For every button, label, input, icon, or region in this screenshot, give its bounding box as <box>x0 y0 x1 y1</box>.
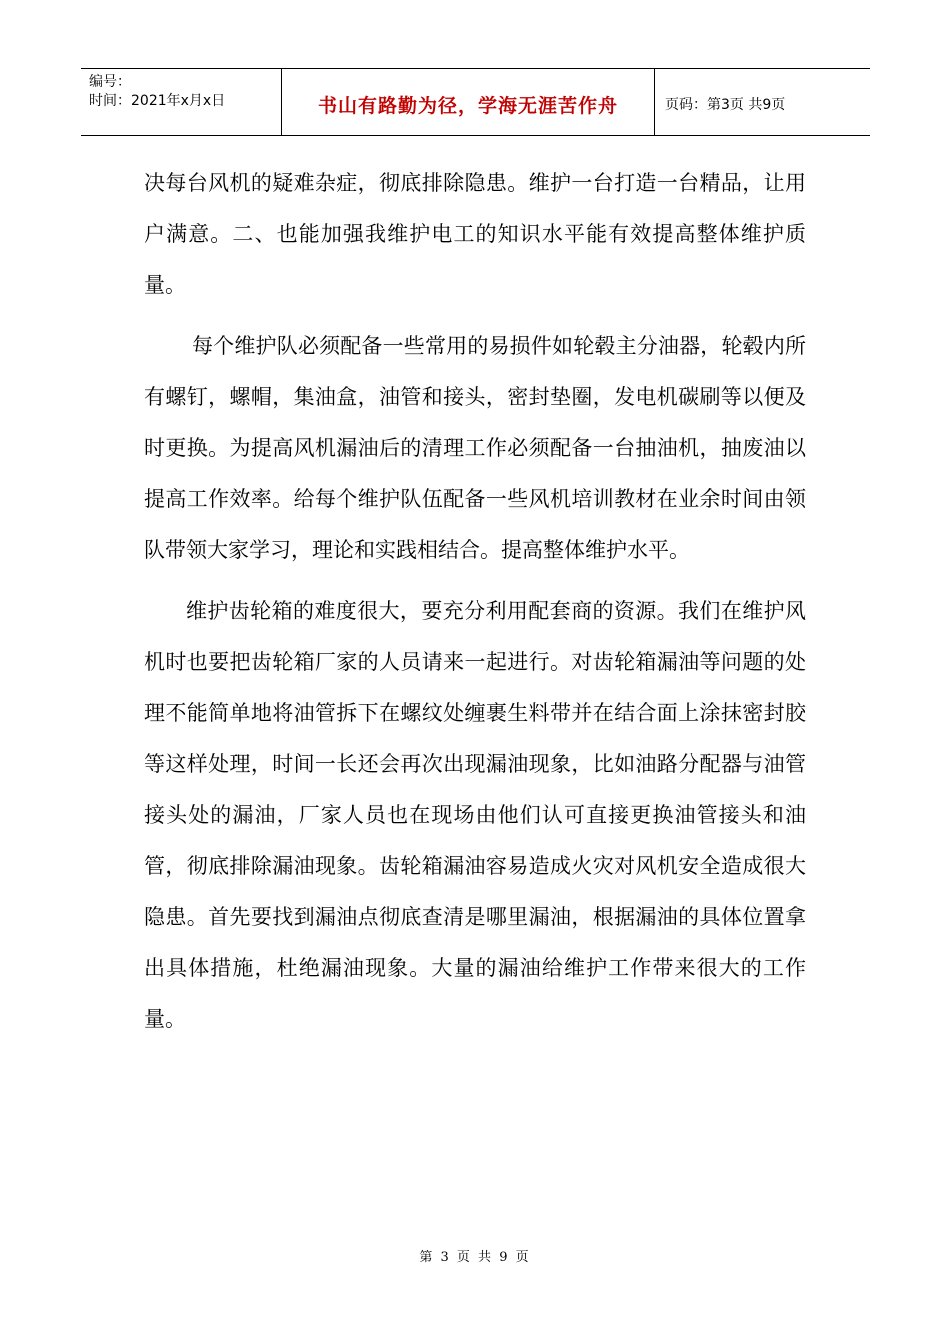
header-page-info: 页码：第3页 共9页 <box>665 97 786 113</box>
paragraph-1: 决每台风机的疑难杂症，彻底排除隐患。维护一台打造一台精品，让用户满意。二、也能加强我维护电工的知识水平能有效提高整体维护质量。 <box>144 171 806 297</box>
page-footer: 第 3 页 共 9 页 <box>419 1250 531 1265</box>
paragraph-3: 维护齿轮箱的难度很大，要充分利用配套商的资源。我们在维护风机时也要把齿轮箱厂家的人员请来一起进行。对齿轮箱漏油等问题的处理不能简单地将油管拆下在螺纹处缠裹生料带并在结合面上涂抹密封胶等这样处理，时间一长还会再次出现漏油现象，比如油路分配器与油管接头处的漏油，厂家人员也在现场由他们认可直接更换油管接头和油管，彻底排除漏油现象。齿轮箱漏油容易造成火灾对风机安全造成很大隐患。首先要找到漏油点彻底查清是哪里漏油，根据漏油的具体位置拿出具体措施，杜绝漏油现象。大量的漏油给维护工作带来很大的工作量。 <box>144 599 806 1031</box>
header-meta <box>81 69 282 135</box>
document-date: 时间：2021年x月x日 <box>89 93 226 109</box>
header-motto: 书山有路勤为径，学海无涯苦作舟 <box>282 69 655 135</box>
paragraph-2: 每个维护队必须配备一些常用的易损件如轮毂主分油器，轮毂内所有螺钉，螺帽，集油盒，油管和接头，密封垫圈，发电机碳刷等以便及时更换。为提高风机漏油后的清理工作必须配备一台抽油机，抽废油以提高工作效率。给每个维护队伍配备一些风机培训教材在业余时间由领队带领大家学习，理论和实践相结合。提高整体维护水平。 <box>144 334 806 562</box>
page-header <box>81 68 870 136</box>
document-body <box>144 158 806 1045</box>
document-number-label: 编号： <box>89 74 131 90</box>
